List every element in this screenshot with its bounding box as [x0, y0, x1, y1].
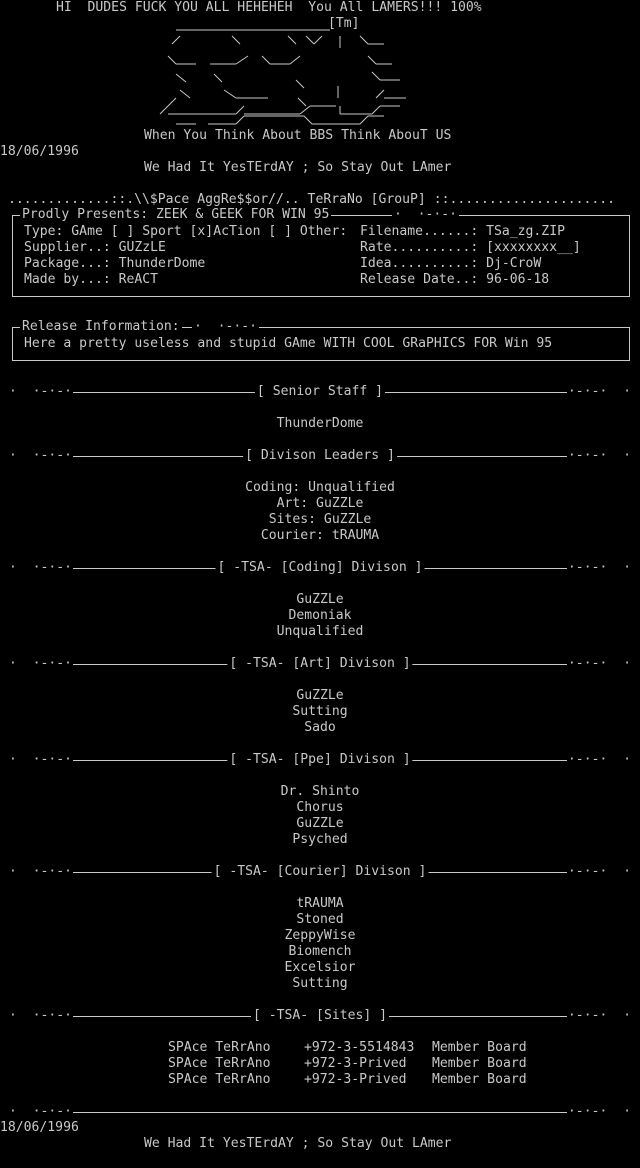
list-item: ZeppyWise — [284, 928, 356, 943]
tsa-logo — [0, 16, 640, 130]
list-item: Coding: Unqualified — [245, 480, 395, 495]
list-item: Stoned — [296, 912, 344, 927]
list-item: tRAUMA — [296, 896, 344, 911]
section-label: [ -TSA- [Sites] ] — [252, 1008, 388, 1023]
list-item: Sutting — [292, 976, 348, 991]
section-label: [ -TSA- [Courier] Divison ] — [213, 864, 427, 879]
site-type: Member Board — [432, 1056, 527, 1071]
section-rule-coding: · ·-·-· ·-·-· · [ -TSA- [Coding] Divison ] — [9, 560, 631, 575]
list-item: Biomench — [288, 944, 352, 959]
list-item: GuZZLe — [296, 816, 344, 831]
section-rule-courier: · ·-·-· ·-·-· · [ -TSA- [Courier] Divison ] — [9, 864, 631, 879]
date-bottom: 18/06/1996 — [0, 1120, 79, 1135]
list-item: Sutting — [292, 704, 348, 719]
site-phone: +972-3-5514843 — [304, 1040, 415, 1055]
tagline-top: We Had It YesTErdAY ; So Stay Out LAmer — [144, 160, 452, 175]
tsa-logo-art — [0, 16, 640, 126]
release-supplier: Supplier..: GUZzLE — [24, 240, 166, 255]
top-banner: HI DUDES FUCK YOU ALL HEHEHEH You All LAMERS!!! 100% — [56, 0, 482, 15]
tagline-bottom: We Had It YesTErdAY ; So Stay Out LAmer — [144, 1136, 452, 1151]
section-label: [ Divison Leaders ] — [245, 448, 395, 463]
list-item: GuZZLe — [296, 592, 344, 607]
release-made-by: Made by...: ReACT — [24, 272, 159, 287]
date-top: 18/06/1996 — [0, 144, 79, 159]
release-box-title-ticks: · ·-·-· — [394, 207, 458, 222]
section-label: [ Senior Staff ] — [256, 384, 384, 399]
list-item: Unqualified — [276, 624, 364, 639]
release-idea: Idea..........: Dj-CroW — [360, 256, 542, 271]
release-filename: Filename......: TSa_zg.ZIP — [360, 224, 565, 239]
list-item: Demoniak — [288, 608, 352, 623]
release-date: Release Date..: 96-06-18 — [360, 272, 550, 287]
list-item: Psyched — [292, 832, 348, 847]
header-rule: .............::.\\$Pace AggRe$$or//.. TeRraNo [GrouP] ::..................... — [8, 192, 615, 207]
section-label: [ -TSA- [Art] Divison ] — [229, 656, 411, 671]
info-box-title-ticks: · ·-·-· — [194, 319, 258, 334]
release-rate: Rate..........: [xxxxxxxx__] — [360, 240, 581, 255]
section-rule-sites: · ·-·-· ·-·-· · [ -TSA- [Sites] ] — [9, 1008, 631, 1023]
section-rule-senior-staff: · ·-·-· ·-·-· · [ Senior Staff ] — [9, 384, 631, 399]
site-type: Member Board — [432, 1040, 527, 1055]
list-item: ThunderDome — [276, 416, 364, 431]
list-item: Art: GuZZLe — [276, 496, 364, 511]
site-name: SPAce TeRrAno — [168, 1072, 271, 1087]
site-name: SPAce TeRrAno — [168, 1056, 271, 1071]
logo-tm: [Tm] — [328, 16, 360, 31]
list-item: Chorus — [296, 800, 344, 815]
slogan: When You Think About BBS Think AbouT US — [144, 128, 452, 143]
section-rule-ppe: · ·-·-· ·-·-· · [ -TSA- [Ppe] Divison ] — [9, 752, 631, 767]
release-type: Type: GAme [ ] Sport [x]AcTion [ ] Other: — [24, 224, 348, 239]
list-item: Excelsior — [284, 960, 356, 975]
list-item: GuZZLe — [296, 688, 344, 703]
site-phone: +972-3-Prived — [304, 1072, 407, 1087]
site-phone: +972-3-Prived — [304, 1056, 407, 1071]
release-package: Package...: ThunderDome — [24, 256, 206, 271]
release-box-title: Prodly Presents: ZEEK & GEEK FOR WIN 95 — [22, 207, 330, 222]
footer-rule: · ·-·-· ·-·-· · — [9, 1104, 631, 1119]
list-item: Courier: tRAUMA — [260, 528, 380, 543]
site-type: Member Board — [432, 1072, 527, 1087]
list-item: Sites: GuZZLe — [268, 512, 372, 527]
section-rule-division-leaders: · ·-·-· ·-·-· · [ Divison Leaders ] — [9, 448, 631, 463]
info-box-title: Release Information: — [22, 319, 180, 334]
list-item: Dr. Shinto — [280, 784, 360, 799]
info-box-text: Here a pretty useless and stupid GAme WITH COOL GRaPHICS FOR Win 95 — [24, 336, 553, 351]
section-label: [ -TSA- [Coding] Divison ] — [217, 560, 423, 575]
site-name: SPAce TeRrAno — [168, 1040, 271, 1055]
section-label: [ -TSA- [Ppe] Divison ] — [229, 752, 411, 767]
list-item: Sado — [304, 720, 336, 735]
section-rule-art: · ·-·-· ·-·-· · [ -TSA- [Art] Divison ] — [9, 656, 631, 671]
